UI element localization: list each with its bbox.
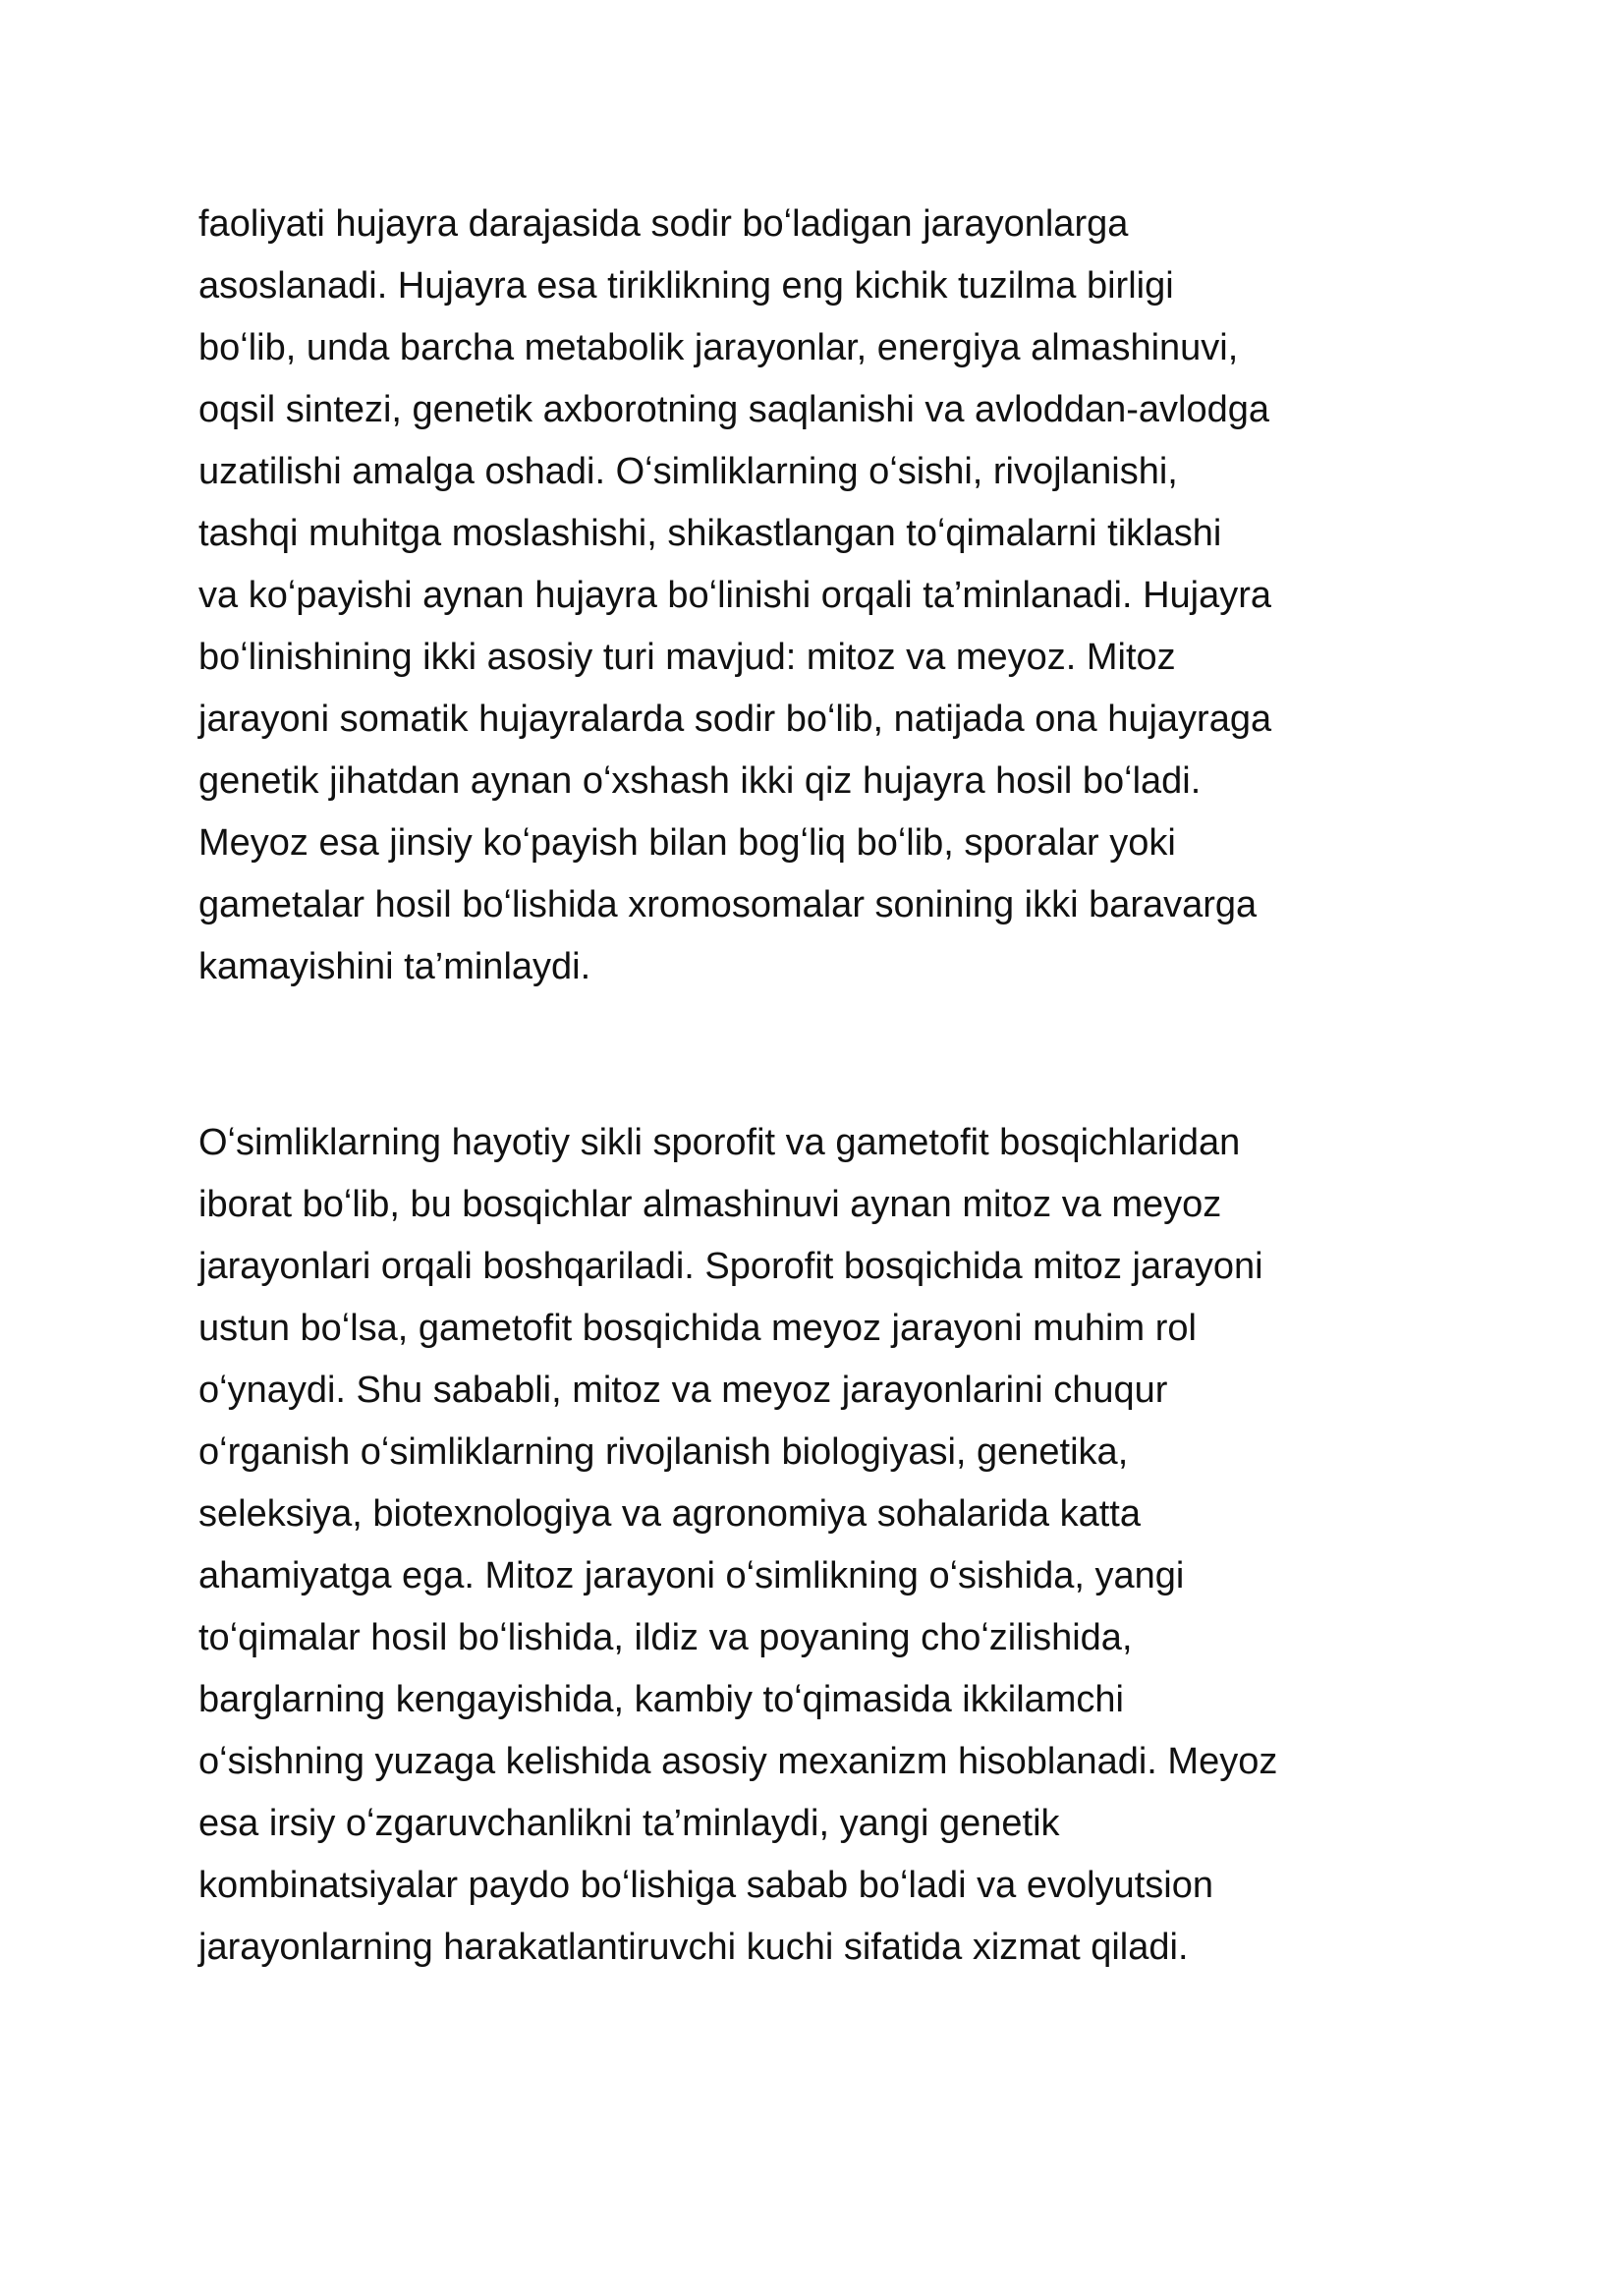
paragraph-line: jarayonlari orqali boshqariladi. Sporofit bosqichida mitoz jarayoni — [198, 1246, 1263, 1287]
paragraph-line: oqsil sintezi, genetik axborotning saqlanishi va avloddan-avlodga — [198, 389, 1270, 430]
paragraph-line: tashqi muhitga moslashishi, shikastlangan toʻqimalarni tiklashi — [198, 513, 1222, 554]
paragraph-line: Oʻsimliklarning hayotiy sikli sporofit va gametofit bosqichlaridan — [198, 1122, 1241, 1163]
paragraph-line: asoslanadi. Hujayra esa tiriklikning eng kichik tuzilma birligi — [198, 265, 1174, 307]
paragraph-line: toʻqimalar hosil boʻlishida, ildiz va poyaning choʻzilishida, — [198, 1617, 1133, 1658]
paragraph-line: uzatilishi amalga oshadi. Oʻsimliklarning oʻsishi, rivojlanishi, — [198, 451, 1178, 492]
paragraph-line: oʻynaydi. Shu sababli, mitoz va meyoz jarayonlarini chuqur — [198, 1370, 1168, 1411]
paragraph-line: kombinatsiyalar paydo boʻlishiga sabab boʻladi va evolyutsion — [198, 1865, 1213, 1906]
paragraph-line: boʻlib, unda barcha metabolik jarayonlar, energiya almashinuvi, — [198, 327, 1239, 368]
paragraph-1 — [198, 194, 1466, 998]
paragraph-line: jarayonlarning harakatlantiruvchi kuchi sifatida xizmat qiladi. — [198, 1927, 1189, 1968]
paragraph-line: va koʻpayishi aynan hujayra boʻlinishi orqali ta’minlanadi. Hujayra — [198, 575, 1272, 616]
paragraph-line: barglarning kengayishida, kambiy toʻqimasida ikkilamchi — [198, 1679, 1125, 1720]
paragraph-line: Meyoz esa jinsiy koʻpayish bilan bogʻliq boʻlib, sporalar yoki — [198, 822, 1176, 864]
paragraph-line: kamayishini ta’minlaydi. — [198, 946, 591, 987]
paragraph-line: gametalar hosil boʻlishida xromosomalar sonining ikki baravarga — [198, 884, 1258, 925]
paragraph-line: iborat boʻlib, bu bosqichlar almashinuvi aynan mitoz va meyoz — [198, 1184, 1222, 1225]
paragraph-line: oʻsishning yuzaga kelishida asosiy mexanizm hisoblanadi. Meyoz — [198, 1741, 1278, 1782]
paragraph-line: esa irsiy oʻzgaruvchanlikni ta’minlaydi, yangi genetik — [198, 1803, 1060, 1844]
paragraph-2 — [198, 1112, 1466, 1979]
paragraph-line: faoliyati hujayra darajasida sodir boʻladigan jarayonlarga — [198, 203, 1129, 245]
paragraph-line: boʻlinishining ikki asosiy turi mavjud: mitoz va meyoz. Mitoz — [198, 637, 1176, 678]
paragraph-line: genetik jihatdan aynan oʻxshash ikki qiz hujayra hosil boʻladi. — [198, 760, 1202, 802]
paragraph-line: seleksiya, biotexnologiya va agronomiya sohalarida katta — [198, 1493, 1141, 1535]
paragraph-line: ahamiyatga ega. Mitoz jarayoni oʻsimlikning oʻsishida, yangi — [198, 1555, 1185, 1596]
paragraph-line: oʻrganish oʻsimliklarning rivojlanish biologiyasi, genetika, — [198, 1431, 1129, 1473]
paragraph-line: jarayoni somatik hujayralarda sodir boʻlib, natijada ona hujayraga — [198, 699, 1272, 740]
paragraph-line: ustun boʻlsa, gametofit bosqichida meyoz jarayoni muhim rol — [198, 1308, 1197, 1349]
